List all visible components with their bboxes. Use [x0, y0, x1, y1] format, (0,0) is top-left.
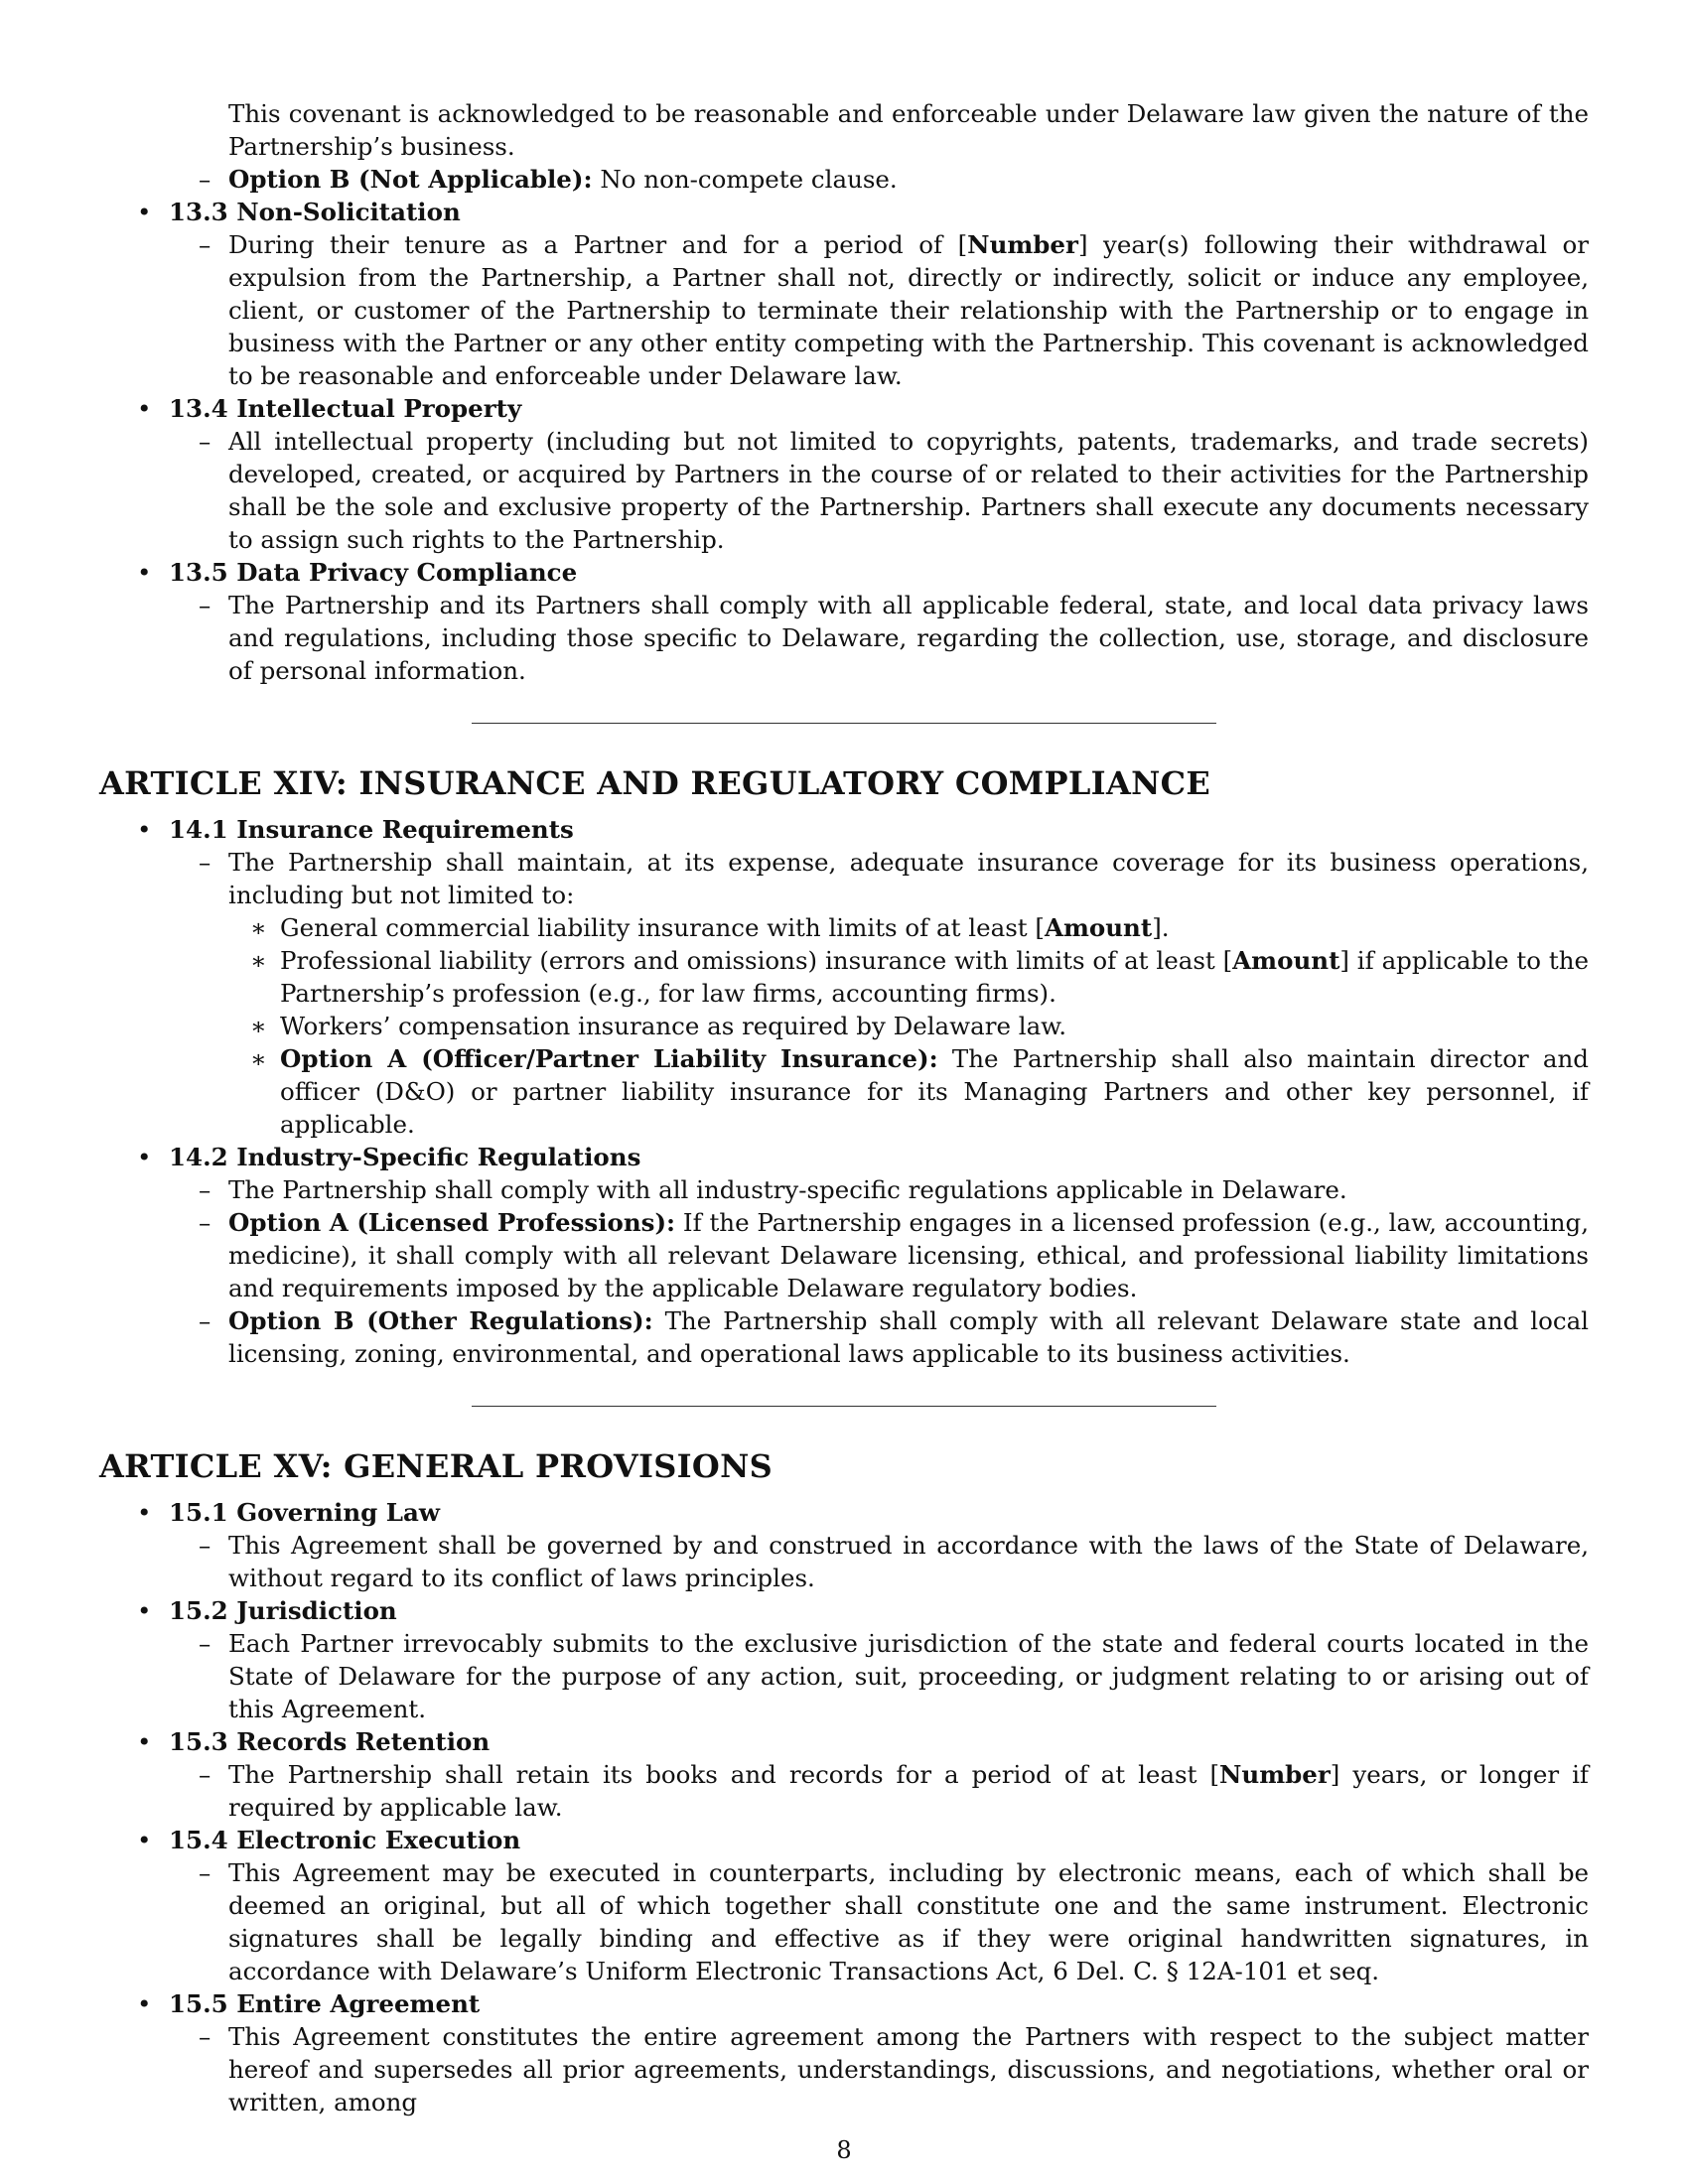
document-page — [99, 97, 1589, 2118]
section-14-1-text: – The Partnership shall maintain, at its expense, adequate insurance coverage for its business operations, including but not limited to: ∗ General commercial liability insurance with limits of at least [Amount]. ∗ Professional liability (errors and omissions) insurance with limits of at least [Amount] if applicable to the Partnership’s profession (e.g., for law firms, accounting firms). ∗ Workers’ compensation insurance as required by Delaware law. ∗ Option A (Officer/Partner Liability Insurance): The Partnership shall also maintain director and officer (D&O) or partner liability insurance for its Managing Partners and other key personnel, if applicable. — [169, 846, 1589, 1141]
section-15-1-text: – This Agreement shall be governed by and construed in accordance with the laws of the State of Delaware, without regard to its conflict of laws principles. — [169, 1529, 1589, 1594]
section-13-4 — [99, 392, 1589, 556]
section-title: 13.5 Data Privacy Compliance — [169, 558, 578, 587]
section-13-5-text: – The Partnership and its Partners shall comply with all applicable federal, state, and local data privacy laws and regulations, including those specific to Delaware, regarding the collection, use, storage, and disclosure of personal information. — [169, 589, 1589, 687]
section-15-5 — [99, 1987, 1589, 2118]
section-15-2-text: – Each Partner irrevocably submits to the exclusive jurisdiction of the state and federal courts located in the State of Delaware for the purpose of any action, suit, proceeding, or judgment relating to or arising out of this Agreement. — [169, 1627, 1589, 1725]
article-xiv-list — [99, 813, 1589, 1370]
section-15-2 — [99, 1594, 1589, 1725]
section-13-5 — [99, 556, 1589, 687]
covenant-continuation: This covenant is acknowledged to be reasonable and enforceable under Delaware law given the nature of the Partnership’s business. — [228, 99, 1589, 161]
insurance-item-workers: ∗ Workers’ compensation insurance as required by Delaware law. — [228, 1010, 1589, 1042]
section-title: 13.4 Intellectual Property — [169, 394, 522, 423]
section-14-1 — [99, 813, 1589, 1141]
section-title: 14.2 Industry-Specific Regulations — [169, 1143, 641, 1171]
option-b-not-applicable: – Option B (Not Applicable): No non-compete clause. — [169, 163, 1589, 196]
section-15-3-text: – The Partnership shall retain its books and records for a period of at least [Number] years, or longer if required by applicable law. — [169, 1758, 1589, 1824]
section-title: 15.1 Governing Law — [169, 1498, 440, 1527]
section-title: 13.3 Non-Solicitation — [169, 198, 461, 226]
section-13-3 — [99, 196, 1589, 392]
insurance-item-option-a: ∗ Option A (Officer/Partner Liability Insurance): The Partnership shall also maintain director and officer (D&O) or partner liability insurance for its Managing Partners and other key personnel, if applicable. — [228, 1042, 1589, 1141]
section-15-4 — [99, 1824, 1589, 1987]
section-14-2-text: – The Partnership shall comply with all industry-specific regulations applicable in Delaware. — [169, 1173, 1589, 1206]
article-xv-list — [99, 1496, 1589, 2118]
section-13-list — [99, 196, 1589, 687]
option-list — [169, 163, 1589, 196]
section-divider — [472, 723, 1216, 724]
section-title: 15.2 Jurisdiction — [169, 1596, 397, 1625]
section-title: 15.3 Records Retention — [169, 1727, 491, 1756]
section-title: 15.4 Electronic Execution — [169, 1826, 521, 1854]
section-13-3-text: – During their tenure as a Partner and for a period of [Number] year(s) following their withdrawal or expulsion from the Partnership, a Partner shall not, directly or indirectly, solicit or induce any employee, client, or customer of the Partnership to terminate their relationship with the Partnership or to engage in business with the Partner or any other entity competing with the Partnership. This covenant is acknowledged to be reasonable and enforceable under Delaware law. — [169, 228, 1589, 392]
section-15-1 — [99, 1496, 1589, 1594]
insurance-item-general: ∗ General commercial liability insurance with limits of at least [Amount]. — [228, 911, 1589, 944]
section-15-4-text: – This Agreement may be executed in counterparts, including by electronic means, each of which shall be deemed an original, but all of which together shall constitute one and the same instrument. Electronic signatures shall be legally binding and effective as if they were original handwritten signatures, in accordance with Delaware’s Uniform Electronic Transactions Act, 6 Del. C. § 12A-101 et seq. — [169, 1856, 1589, 1987]
section-title: 14.1 Insurance Requirements — [169, 815, 574, 844]
section-divider — [472, 1406, 1216, 1407]
article-xv-heading: ARTICLE XV: GENERAL PROVISIONS — [99, 1447, 774, 1485]
section-13-4-text: – All intellectual property (including but not limited to copyrights, patents, trademarks, and trade secrets) developed, created, or acquired by Partners in the course of or related to their activities for the Partnership shall be the sole and exclusive property of the Partnership. Partners shall execute any documents necessary to assign such rights to the Partnership. — [169, 425, 1589, 556]
insurance-item-professional: ∗ Professional liability (errors and omissions) insurance with limits of at least [Amount] if applicable to the Partnership’s profession (e.g., for law firms, accounting firms). — [228, 944, 1589, 1010]
article-xiv-heading: ARTICLE XIV: INSURANCE AND REGULATORY COMPLIANCE — [99, 764, 1211, 802]
section-15-5-text: – This Agreement constitutes the entire agreement among the Partners with respect to the subject matter hereof and supersedes all prior agreements, understandings, discussions, and negotiations, whether oral or written, among — [169, 2020, 1589, 2118]
option-b-other: – Option B (Other Regulations): The Partnership shall comply with all relevant Delaware state and local licensing, zoning, environmental, and operational laws applicable to its business activities. — [169, 1304, 1589, 1370]
option-a-licensed: – Option A (Licensed Professions): If the Partnership engages in a licensed profession (e.g., law, accounting, medicine), it shall comply with all relevant Delaware licensing, ethical, and professional liability limitations and requirements imposed by the applicable Delaware regulatory bodies. — [169, 1206, 1589, 1304]
page-number: 8 — [836, 2136, 852, 2164]
section-title: 15.5 Entire Agreement — [169, 1989, 481, 2018]
section-15-3 — [99, 1725, 1589, 1824]
section-14-2 — [99, 1141, 1589, 1370]
